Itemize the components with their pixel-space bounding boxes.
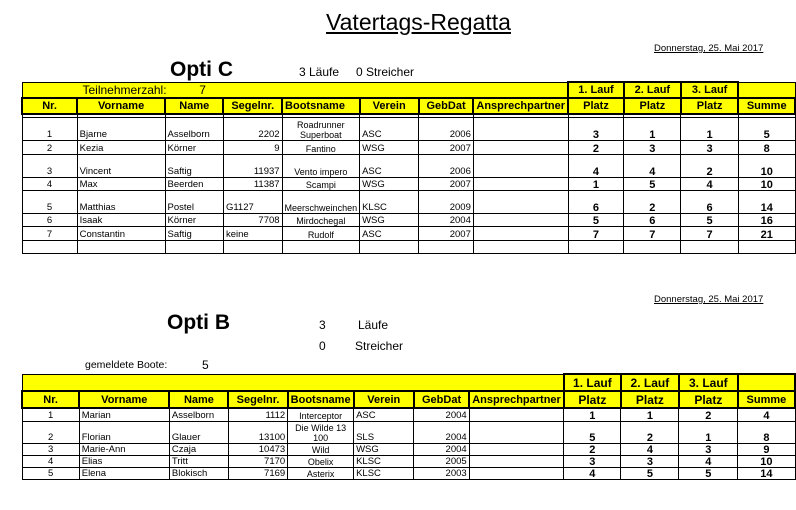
birth-year-cell: 2004 [419,213,474,226]
birth-year-cell: 2005 [414,455,469,467]
last-name-cell: Saftig [165,226,223,240]
contact-cell [473,154,568,177]
first-name-cell: Max [77,177,165,190]
last-name-cell: Körner [165,140,223,154]
last-name-cell: Saftig [165,154,223,177]
race-1-place-cell: 1 [564,408,621,421]
sail-number-cell: 7708 [223,213,282,226]
club-cell: WSG [360,213,419,226]
rank-cell: 3 [22,154,77,177]
results-table-opti-b [21,373,796,480]
section-c-group-title: Opti C [170,58,233,81]
club-cell: ASC [360,154,419,177]
total-cell: 14 [738,467,795,479]
boat-name-cell: Wild [288,443,354,455]
column-header-row [22,391,795,408]
race-3-place-cell: 4 [679,455,738,467]
first-name-cell: Vincent [77,154,165,177]
table-row [22,190,795,213]
birth-year-cell: 2006 [419,117,474,140]
section-b-laeufe-num: 3 [319,318,326,332]
birth-year-cell: 2004 [414,443,469,455]
rank-cell: 7 [22,226,77,240]
lauf-empty-header [738,82,795,98]
race-3-place-cell: 5 [679,467,738,479]
section-b-streicher-num: 0 [319,339,326,353]
col-ansprechpartner: Ansprechpartner [473,98,568,114]
table-row [22,408,795,421]
section-b-group-title: Opti B [167,311,230,334]
first-name-cell: Florian [79,421,169,443]
club-cell: ASC [360,117,419,140]
race-1-place-cell: 3 [564,455,621,467]
contact-cell [473,226,568,240]
col-platz-1: Platz [568,98,624,114]
results-table-opti-c [21,81,796,254]
col-platz-2: Platz [624,98,681,114]
boat-name-cell: Meerschweinchen [282,190,360,213]
race-2-place-cell: 4 [624,154,681,177]
race-3-place-cell: 7 [681,226,739,240]
col-platz-2: Platz [621,391,679,408]
race-1-place-cell: 3 [568,117,624,140]
first-name-cell: Marie-Ann [79,443,169,455]
last-name-cell: Glauer [169,421,228,443]
first-name-cell: Elias [79,455,169,467]
sail-number-cell: 7170 [228,455,287,467]
table-row [22,154,795,177]
last-name-cell: Czaja [169,443,228,455]
boat-name-cell: Mirdochegal [282,213,360,226]
total-cell: 14 [738,190,795,213]
contact-cell [469,443,564,455]
club-cell: WSG [354,443,414,455]
col-segelnr: Segelnr. [228,391,287,408]
last-name-cell: Asselborn [169,408,228,421]
total-cell: 5 [738,117,795,140]
birth-year-cell: 2006 [419,154,474,177]
col-nr: Nr. [22,98,77,114]
sail-number-cell: 7169 [228,467,287,479]
sail-number-cell: keine [223,226,282,240]
club-cell: KLSC [354,455,414,467]
col-platz-3: Platz [681,98,739,114]
club-cell: SLS [354,421,414,443]
sail-number-cell: 10473 [228,443,287,455]
lauf-blank-cell [22,374,564,391]
rank-cell: 6 [22,213,77,226]
birth-year-cell: 2004 [414,421,469,443]
participant-count-cell [22,82,568,98]
sail-number-cell: 11937 [223,154,282,177]
rank-cell: 2 [22,421,79,443]
total-cell: 8 [738,421,795,443]
club-cell: KLSC [354,467,414,479]
registered-boats-value: 5 [202,358,209,372]
birth-year-cell: 2007 [419,140,474,154]
boat-name-cell: Rudolf [282,226,360,240]
col-verein: Verein [360,98,419,114]
last-name-cell: Blokisch [169,467,228,479]
club-cell: KLSC [360,190,419,213]
total-cell: 9 [738,443,795,455]
rank-cell: 5 [22,190,77,213]
col-gebdat: GebDat [419,98,474,114]
contact-cell [469,421,564,443]
race-1-place-cell: 1 [568,177,624,190]
table-row [22,467,795,479]
col-bootsname: Bootsname [288,391,354,408]
rank-cell: 2 [22,140,77,154]
lauf-empty-header [738,374,795,391]
race-3-place-cell: 2 [679,408,738,421]
participant-count-label: Teilnehmerzahl: [82,82,167,97]
lauf-2-header: 2. Lauf [624,82,681,98]
col-vorname: Vorname [79,391,169,408]
race-2-place-cell: 4 [621,443,679,455]
first-name-cell: Bjarne [77,117,165,140]
last-name-cell: Körner [165,213,223,226]
race-3-place-cell: 6 [681,190,739,213]
club-cell: ASC [360,226,419,240]
race-1-place-cell: 2 [564,443,621,455]
race-2-place-cell: 3 [624,140,681,154]
section-b-date: Donnerstag, 25. Mai 2017 [654,294,764,305]
sail-number-cell: G1127 [223,190,282,213]
table-row [22,443,795,455]
section-c-date: Donnerstag, 25. Mai 2017 [654,43,764,54]
rank-cell: 3 [22,443,79,455]
race-3-place-cell: 1 [679,421,738,443]
birth-year-cell: 2007 [419,177,474,190]
lauf-header-row [22,82,795,98]
col-name: Name [169,391,228,408]
contact-cell [473,213,568,226]
total-cell: 16 [738,213,795,226]
last-name-cell: Tritt [169,455,228,467]
table-row [22,140,795,154]
col-summe: Summe [738,391,795,408]
total-cell: 21 [738,226,795,240]
total-cell: 8 [738,140,795,154]
lauf-3-header: 3. Lauf [679,374,738,391]
col-segelnr: Segelnr. [223,98,282,114]
contact-cell [469,455,564,467]
race-2-place-cell: 1 [624,117,681,140]
club-cell: ASC [354,408,414,421]
race-2-place-cell: 5 [621,467,679,479]
rank-cell: 5 [22,467,79,479]
registered-boats-label: gemeldete Boote: [85,359,168,371]
race-1-place-cell: 4 [568,154,624,177]
club-cell: WSG [360,140,419,154]
lauf-1-header: 1. Lauf [564,374,621,391]
total-cell: 10 [738,177,795,190]
first-name-cell: Isaak [77,213,165,226]
table-row [22,455,795,467]
contact-cell [473,190,568,213]
last-name-cell: Postel [165,190,223,213]
boat-name-cell: Asterix [288,467,354,479]
birth-year-cell: 2003 [414,467,469,479]
race-2-place-cell: 3 [621,455,679,467]
sail-number-cell: 13100 [228,421,287,443]
boat-name-cell: Die Wilde 13 100 [288,421,354,443]
boat-name-cell: Obelix [288,455,354,467]
race-2-place-cell: 2 [621,421,679,443]
page-title: Vatertags-Regatta [326,9,511,35]
col-platz-3: Platz [679,391,738,408]
column-header-row [22,98,795,114]
first-name-cell: Matthias [77,190,165,213]
col-bootsname: Bootsname [282,98,360,114]
race-3-place-cell: 1 [681,117,739,140]
contact-cell [473,117,568,140]
rank-cell: 1 [22,408,79,421]
contact-cell [473,140,568,154]
total-cell: 10 [738,154,795,177]
rank-cell: 4 [22,455,79,467]
race-2-place-cell: 1 [621,408,679,421]
sail-number-cell: 1112 [228,408,287,421]
table-row [22,213,795,226]
table-row [22,177,795,190]
col-gebdat: GebDat [414,391,469,408]
contact-cell [469,467,564,479]
race-3-place-cell: 5 [681,213,739,226]
race-3-place-cell: 2 [681,154,739,177]
lauf-header-row [22,374,795,391]
empty-row [22,240,795,253]
sail-number-cell: 9 [223,140,282,154]
last-name-cell: Asselborn [165,117,223,140]
boat-name-cell: Scampi [282,177,360,190]
rank-cell: 1 [22,117,77,140]
col-vorname: Vorname [77,98,165,114]
table-row [22,117,795,140]
first-name-cell: Constantin [77,226,165,240]
col-verein: Verein [354,391,414,408]
boat-name-cell: Fantino [282,140,360,154]
section-b-laeufe-label: Läufe [358,318,389,332]
race-1-place-cell: 7 [568,226,624,240]
total-cell: 4 [738,408,795,421]
club-cell: WSG [360,177,419,190]
race-2-place-cell: 7 [624,226,681,240]
race-1-place-cell: 2 [568,140,624,154]
first-name-cell: Marian [79,408,169,421]
race-1-place-cell: 4 [564,467,621,479]
total-cell: 10 [738,455,795,467]
contact-cell [473,177,568,190]
col-name: Name [165,98,223,114]
table-row [22,421,795,443]
first-name-cell: Kezia [77,140,165,154]
race-1-place-cell: 5 [568,213,624,226]
race-2-place-cell: 6 [624,213,681,226]
race-2-place-cell: 5 [624,177,681,190]
section-b-streicher-label: Streicher [355,339,404,353]
race-3-place-cell: 3 [681,140,739,154]
col-nr: Nr. [22,391,79,408]
first-name-cell: Elena [79,467,169,479]
sail-number-cell: 2202 [223,117,282,140]
race-3-place-cell: 4 [681,177,739,190]
birth-year-cell: 2009 [419,190,474,213]
lauf-1-header: 1. Lauf [568,82,624,98]
race-3-place-cell: 3 [679,443,738,455]
race-1-place-cell: 5 [564,421,621,443]
section-c-laeufe: 3 Läufe [299,65,340,79]
col-ansprechpartner: Ansprechpartner [469,391,564,408]
col-summe: Summe [738,98,795,114]
lauf-2-header: 2. Lauf [621,374,679,391]
contact-cell [469,408,564,421]
col-platz-1: Platz [564,391,621,408]
race-2-place-cell: 2 [624,190,681,213]
boat-name-cell: Roadrunner Superboat [282,117,360,140]
sail-number-cell: 11387 [223,177,282,190]
race-1-place-cell: 6 [568,190,624,213]
birth-year-cell: 2007 [419,226,474,240]
birth-year-cell: 2004 [414,408,469,421]
table-row [22,226,795,240]
lauf-3-header: 3. Lauf [681,82,739,98]
boat-name-cell: Interceptor [288,408,354,421]
last-name-cell: Beerden [165,177,223,190]
section-c-streicher: 0 Streicher [356,65,415,79]
boat-name-cell: Vento impero [282,154,360,177]
rank-cell: 4 [22,177,77,190]
participant-count-value: 7 [199,82,206,97]
